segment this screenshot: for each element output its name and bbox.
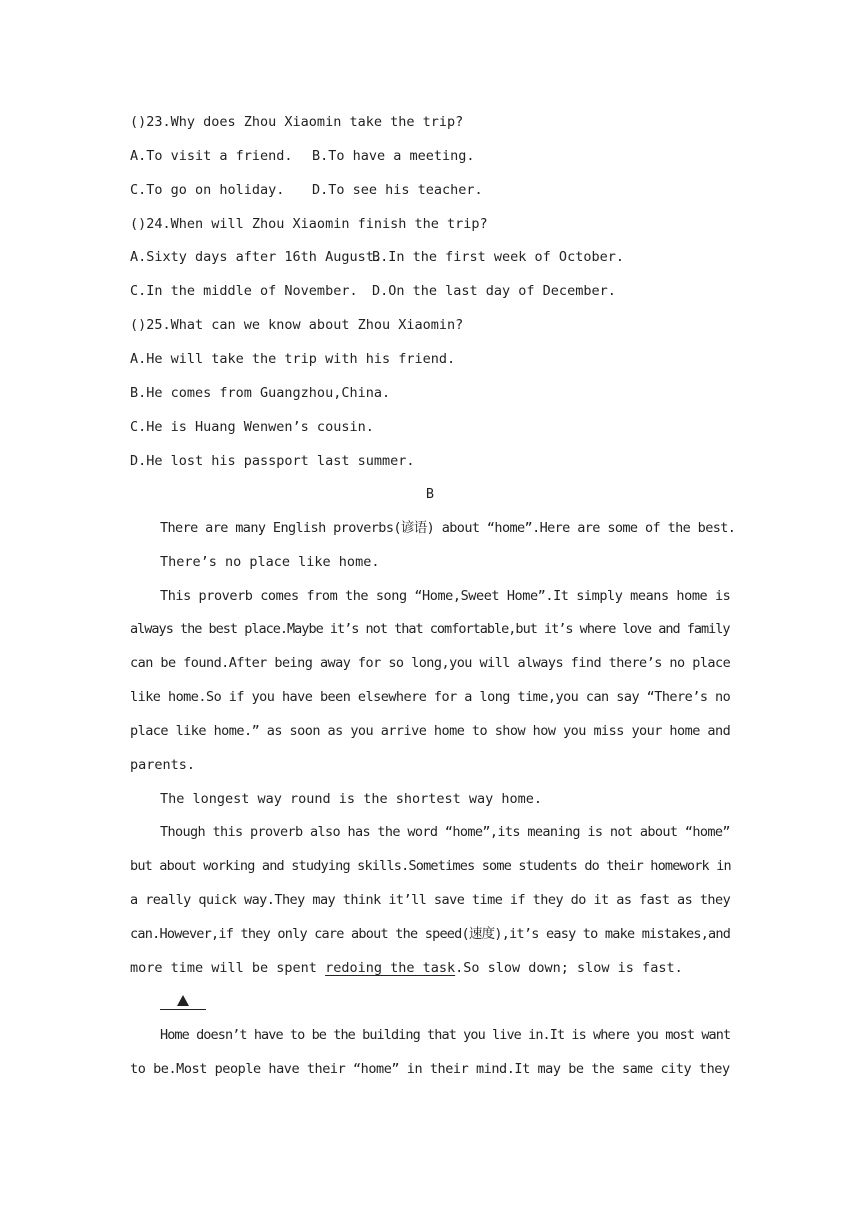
proverb-1-line-5: place like home.” as soon as you arrive home to show how you miss your home and [130, 723, 731, 739]
proverb-2-line-1: Though this proverb also has the word “home”,its meaning is not about “home” [160, 824, 730, 840]
question-25-option-c: C.He is Huang Wenwen’s cousin. [130, 419, 374, 435]
question-24-stem: ()24.When will Zhou Xiaomin finish the trip? [130, 216, 488, 232]
proverb-2-title: The longest way round is the shortest way home. [160, 791, 543, 807]
question-23-options-row2 [130, 181, 730, 199]
question-25-stem: ()25.What can we know about Zhou Xiaomin? [130, 317, 464, 333]
proverb-2-line-3: a really quick way.They may think it’ll save time if they do it as fast as they [130, 892, 731, 908]
question-23-option-d: D.To see his teacher. [312, 182, 483, 198]
proverb-1-line-2: always the best place.Maybe it’s not that comfortable,but it’s where love and family [130, 621, 730, 637]
proverb-1-line-3: can be found.After being away for so long,you will always find there’s no place [130, 655, 731, 671]
answer-blank [160, 993, 206, 1010]
question-23-option-c: C.To go on holiday. [130, 182, 285, 198]
question-24-options-row2 [130, 282, 730, 300]
section-b-intro [160, 519, 736, 537]
question-23-options-row1 [130, 147, 730, 165]
question-23-option-b: B.To have a meeting. [312, 148, 475, 164]
question-23-option-a: A.To visit a friend. [130, 148, 293, 164]
triangle-icon [177, 995, 189, 1006]
question-24-option-b: B.In the first week of October. [372, 249, 624, 265]
question-25-option-a: A.He will take the trip with his friend. [130, 351, 456, 367]
proverb-1-line-1: This proverb comes from the song “Home,Sweet Home”.It simply means home is [160, 588, 731, 604]
question-24-option-c: C.In the middle of November. [130, 283, 358, 299]
proverb-2-line-2: but about working and studying skills.Sometimes some students do their homework in [130, 858, 731, 874]
proverb-2-line-5 [130, 959, 730, 977]
question-25-option-d: D.He lost his passport last summer. [130, 453, 415, 469]
proverb-2-line-5-before: more time will be spent [130, 960, 326, 976]
question-24-option-d: D.On the last day of December. [372, 283, 616, 299]
underlined-phrase: redoing the task [325, 960, 456, 976]
proverb-1-title: There’s no place like home. [160, 554, 380, 570]
section-b-intro-text: There are many English proverbs(谚语) about “home”.Here are some of the best. [160, 520, 736, 536]
proverb-1-line-6: parents. [130, 757, 196, 773]
section-b-label: B [425, 486, 435, 502]
proverb-2-line-4: can.However,if they only care about the speed(速度),it’s easy to make mistakes,and [130, 926, 731, 942]
question-23-stem: ()23.Why does Zhou Xiaomin take the trip? [130, 114, 464, 130]
proverb-1-line-4: like home.So if you have been elsewhere for a long time,you can say “There’s no [130, 689, 731, 705]
proverb-3-line-2: to be.Most people have their “home” in their mind.It may be the same city they [130, 1061, 730, 1077]
question-24-options-row1 [130, 248, 730, 266]
question-24-option-a: A.Sixty days after 16th August. [130, 249, 382, 265]
proverb-3-line-1: Home doesn’t have to be the building that you live in.It is where you most want [160, 1027, 731, 1043]
proverb-2-line-5-after: .So slow down; slow is fast. [455, 960, 683, 976]
question-25-option-b: B.He comes from Guangzhou,China. [130, 385, 391, 401]
